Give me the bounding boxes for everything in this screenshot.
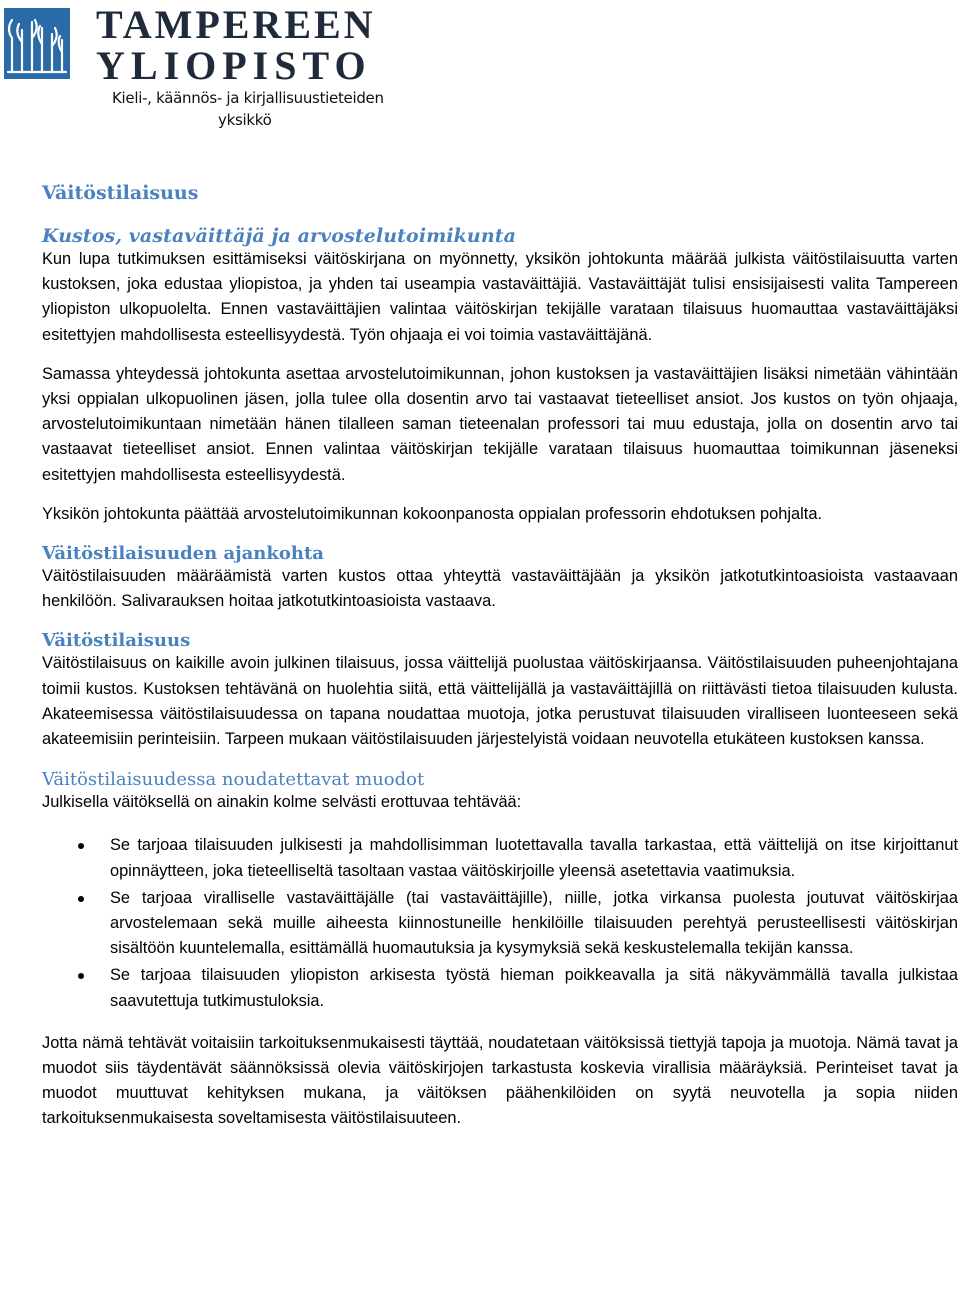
paragraph: Jotta nämä tehtävät voitaisiin tarkoituksenmukaisesti täyttää, noudatetaan väitöksissä tiettyjä tapoja ja muotoja. Nämä tavat ja muodot siis täydentävät säännöksissä olevia väitöskirjojen tarkastusta koskevia virallisia määräyksiä. Perinteiset tavat ja muodot muuttuvat kehityksen mukana, ja väitöksen päähenkilöiden on syytä neuvotella ja sopia niiden tarkoituksenmukaisesta soveltamisesta väitöstilaisuuteen.	[42, 1033, 958, 1128]
list-item	[42, 886, 958, 962]
paragraph: Julkisella väitöksellä on ainakin kolme selvästi erottuvaa tehtävää:	[42, 793, 522, 812]
bullet-icon	[78, 973, 84, 979]
section-heading: Kustos, vastaväittäjä ja arvostelutoimikunta	[42, 225, 517, 247]
list-item-text: Se tarjoaa tilaisuuden yliopiston arkisesta työstä hieman poikkeavalla ja sitä näkyvämmällä tavalla julkistaa saavutettuja tutkimustuloksia.	[110, 966, 958, 1010]
unit-name-line-2: yksikkö	[218, 111, 272, 129]
bullet-icon	[78, 843, 84, 849]
list-item-text: Se tarjoaa tilaisuuden julkisesti ja mahdollisimman luotettavalla tavalla tarkastaa, että väittelijä on itse kirjoittanut opinnäytteen, joka tieteelliseltä tasoltaan vastaa väitöskirjoille yleensä asetettavia vaatimuksia.	[110, 836, 958, 880]
bullet-icon	[78, 896, 84, 902]
university-logo-icon	[4, 8, 70, 79]
section-heading: Väitöstilaisuudessa noudatettavat muodot	[42, 769, 425, 791]
section-heading: Väitöstilaisuuden ajankohta	[42, 543, 324, 565]
paragraph: Väitöstilaisuuden määräämistä varten kustos ottaa yhteyttä vastaväittäjään ja yksikön jatkotutkintoasioista vastaavaan henkilöön. Salivarauksen hoitaa jatkotutkintoasioista vastaava.	[42, 567, 958, 611]
document-body	[42, 176, 958, 1132]
paragraph: Kun lupa tutkimuksen esittämiseksi väitöskirjana on myönnetty, yksikön johtokunta määrää julkista väitöstilaisuutta varten kustoksen, joka edustaa yliopistoa, ja yhden tai useampia vastaväittäjiä. Vastaväittäjät tulisi ensisijaisesti valita Tampereen yliopiston ulkopuolelta. Ennen vastaväittäjien valintaa väitöskirjan tekijälle varataan tilaisuus huomauttaa vastaväittäjäksi esitettyjen mahdollisesta esteellisyydestä. Työn ohjaaja ei voi toimia vastaväittäjänä.	[42, 250, 958, 344]
list-item	[42, 963, 958, 1013]
paragraph: Väitöstilaisuus on kaikille avoin julkinen tilaisuus, jossa väittelijä puolustaa väitöskirjaansa. Väitöstilaisuuden puheenjohtajana toimii kustos. Kustoksen tehtävänä on huolehtia siitä, että väittelijällä ja vastaväittäjillä on riittävästi tietoa tilaisuuden kulusta. Akateemisessa väitöstilaisuudessa on tapana noudattaa muotoja, jotka perustuvat tilaisuuden viralliseen luonteeseen sekä akateemisiin perinteisiin. Tarpeen mukaan väitöstilaisuuden järjestelyistä voidaan neuvotella etukäteen kustoksen kanssa.	[42, 654, 958, 749]
bullet-list	[42, 833, 958, 1013]
university-wordmark	[96, 4, 376, 86]
paragraph: Samassa yhteydessä johtokunta asettaa arvostelutoimikunnan, johon kustoksen ja vastaväittäjien lisäksi nimetään vähintään yksi oppialan ulkopuolinen jäsen, jolla tulee olla dosentin arvo tai vastaavat tieteelliset ansiot. Jos kustos on työn ohjaaja, arvostelutoimikuntaan nimetään hänen tilalleen saman tieteenalan professori tai muu edustaja, jolla on dosentin arvo tai vastaavat tieteelliset ansiot. Ennen valintaa väitöskirjan tekijälle varataan tilaisuus huomauttaa toimikunnan jäseneksi esitettyjen mahdollisesta esteellisyydestä.	[42, 364, 958, 484]
wordmark-line-2: YLIOPISTO	[96, 43, 372, 88]
list-item-text: Se tarjoaa viralliselle vastaväittäjälle (tai vastaväittäjille), niille, jotka virkansa puolesta joutuvat väitöskirjaa arvostelemaan sekä muille aiheesta kiinnostuneille henkilöille tilaisuuden perehtyä perusteellisesti väitöskirjan sisältöön kuuntelemalla, esittämällä huomautuksia ja kysymyksiä sekä keskustelemalla tekijän kanssa.	[110, 888, 958, 958]
section-heading: Väitöstilaisuus	[42, 630, 191, 652]
unit-name-line-1: Kieli-, käännös- ja kirjallisuustieteiden	[112, 89, 384, 107]
wordmark-line-1: TAMPEREEN	[96, 2, 376, 47]
list-item	[42, 833, 958, 883]
page-title: Väitöstilaisuus	[42, 182, 199, 204]
paragraph: Yksikön johtokunta päättää arvostelutoimikunnan kokoonpanosta oppialan professorin ehdotuksen pohjalta.	[42, 504, 822, 523]
